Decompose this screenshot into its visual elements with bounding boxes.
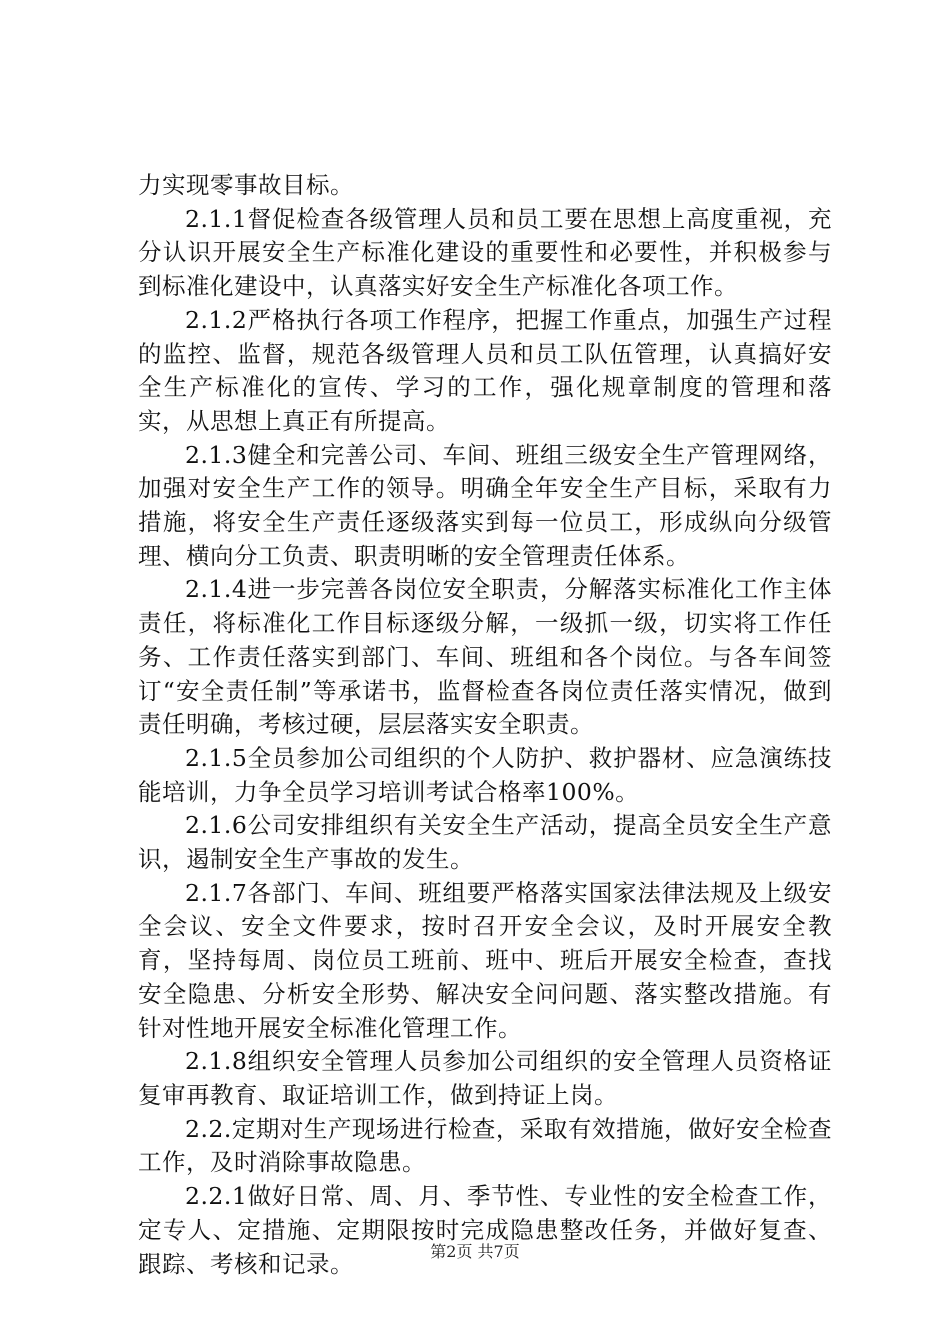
document-body: [138, 169, 832, 1281]
paragraph: 2.1.2严格执行各项工作程序，把握工作重点，加强生产过程的监控、监督，规范各级管理人员和员工队伍管理，认真搞好安全生产标准化的宣传、学习的工作，强化规章制度的管理和落实，从思想上真正有所提高。: [138, 305, 832, 435]
paragraph: 2.2.定期对生产现场进行检查，采取有效措施，做好安全检查工作，及时消除事故隐患。: [138, 1114, 832, 1177]
paragraph: 2.1.7各部门、车间、班组要严格落实国家法律法规及上级安全会议、安全文件要求，按时召开安全会议，及时开展安全教育，坚持每周、岗位员工班前、班中、班后开展安全检查，查找安全隐患、分析安全形势、解决安全问问题、落实整改措施。有针对性地开展安全标准化管理工作。: [138, 878, 832, 1042]
paragraph: 2.1.3健全和完善公司、车间、班组三级安全生产管理网络，加强对安全生产工作的领导。明确全年安全生产目标，采取有力措施，将安全生产责任逐级落实到每一位员工，形成纵向分级管理、横向分工负责、职责明晰的安全管理责任体系。: [138, 440, 832, 570]
paragraph: 2.2.1做好日常、周、月、季节性、专业性的安全检查工作，定专人、定措施、定期限按时完成隐患整改任务，并做好复查、跟踪、考核和记录。: [138, 1182, 832, 1278]
paragraph: 2.1.6公司安排组织有关安全生产活动，提高全员安全生产意识，遏制安全生产事故的发生。: [138, 811, 832, 874]
paragraph: 2.1.4进一步完善各岗位安全职责，分解落实标准化工作主体责任，将标准化工作目标逐级分解，一级抓一级，切实将工作任务、工作责任落实到部门、车间、班组和各个岗位。与各车间签订“安全责任制”等承诺书，监督检查各岗位责任落实情况，做到责任明确，考核过硬，层层落实安全职责。: [138, 575, 832, 739]
paragraph: 2.1.1督促检查各级管理人员和员工要在思想上高度重视，充分认识开展安全生产标准化建设的重要性和必要性，并积极参与到标准化建设中，认真落实好安全生产标准化各项工作。: [138, 204, 832, 301]
paragraph: 力实现零事故目标。: [138, 171, 354, 199]
page-footer: 第2页 共7页: [430, 1242, 520, 1261]
paragraph: 2.1.5全员参加公司组织的个人防护、救护器材、应急演练技能培训，力争全员学习培训考试合格率100%。: [138, 743, 832, 806]
paragraph: 2.1.8组织安全管理人员参加公司组织的安全管理人员资格证复审再教育、取证培训工作，做到持证上岗。: [138, 1047, 832, 1109]
